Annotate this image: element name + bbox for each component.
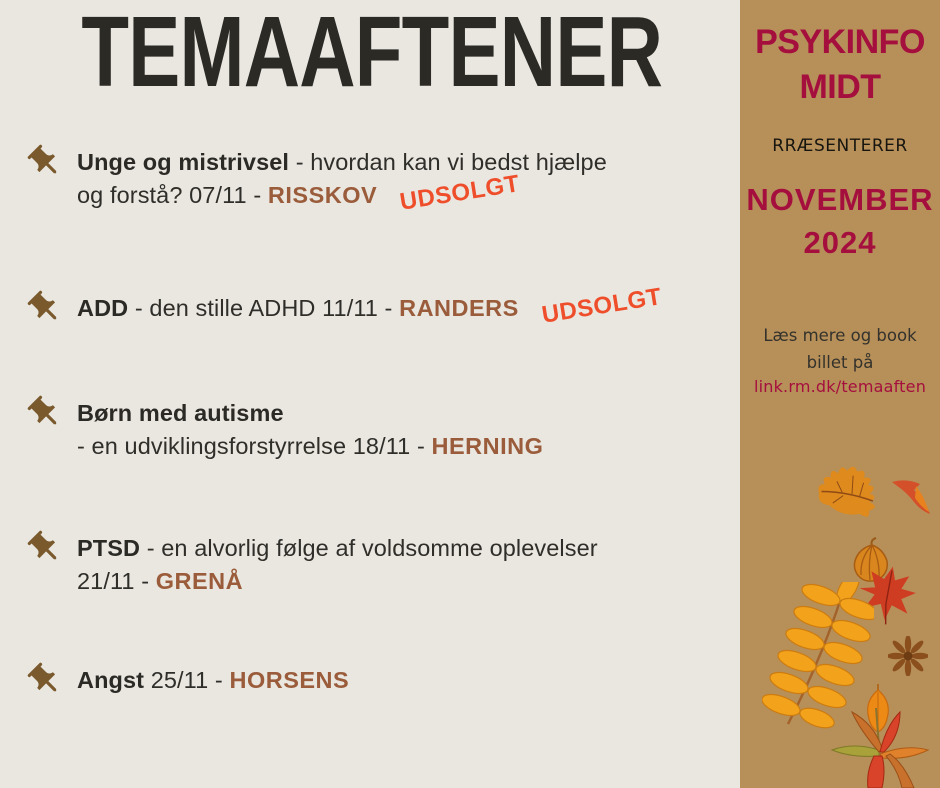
event-description: PTSD - en alvorlig følge af voldsomme oplevelser 21/11 - GRENÅ [77, 535, 598, 594]
event-title: PTSD [77, 535, 141, 561]
event-item-angst [26, 664, 716, 699]
event-item-ptsd [26, 532, 716, 598]
event-city: HORSENS [229, 667, 350, 693]
sidebar [740, 0, 940, 788]
pushpin-icon [26, 661, 64, 699]
month-label: NOVEMBER 2024 [746, 182, 934, 260]
oak-leaf-icon [812, 462, 892, 526]
event-item-born-med-autisme [26, 397, 716, 463]
brand-title: PSYKINFO MIDT [755, 23, 925, 106]
event-title: ADD [77, 295, 129, 321]
event-description: Unge og mistrivsel - hvordan kan vi bedst hjælpe og forstå? 07/11 - RISSKOV UDSOLGT [77, 146, 607, 212]
leaf-fragment-icon [890, 476, 940, 520]
event-city: RANDERS [399, 295, 519, 321]
pushpin-icon [26, 529, 64, 567]
event-city: RISSKOV [267, 182, 378, 208]
event-description: Børn med autisme - en udviklingsforstyrrelse 18/11 - HERNING [77, 400, 544, 459]
event-title: Unge og mistrivsel [77, 149, 290, 175]
soldout-badge: UDSOLGT [398, 170, 522, 216]
pushpin-icon [26, 143, 64, 181]
info-text: Læs mere og book billet på [763, 326, 917, 372]
star-anise-icon [888, 636, 928, 676]
event-city: GRENÅ [155, 568, 244, 594]
pushpin-icon [26, 289, 64, 327]
event-item-unge-og-mistrivsel [26, 146, 716, 216]
event-title: Angst [77, 667, 145, 693]
soldout-badge: UDSOLGT [539, 283, 664, 329]
event-description: ADD - den stille ADHD 11/11 - RANDERS UDSOLGT [77, 292, 662, 325]
booking-link[interactable]: link.rm.dk/temaaften [753, 377, 927, 396]
pushpin-icon [26, 394, 64, 432]
event-title: Børn med autisme [77, 400, 284, 426]
event-item-add [26, 283, 716, 329]
page-title: TEMAAFTENER [81, 0, 663, 108]
event-description: Angst 25/11 - HORSENS [77, 667, 350, 693]
presents-label: RRÆSENTERER [772, 136, 908, 156]
creeper-leaf-icon [816, 706, 940, 788]
event-city: HERNING [431, 433, 544, 459]
